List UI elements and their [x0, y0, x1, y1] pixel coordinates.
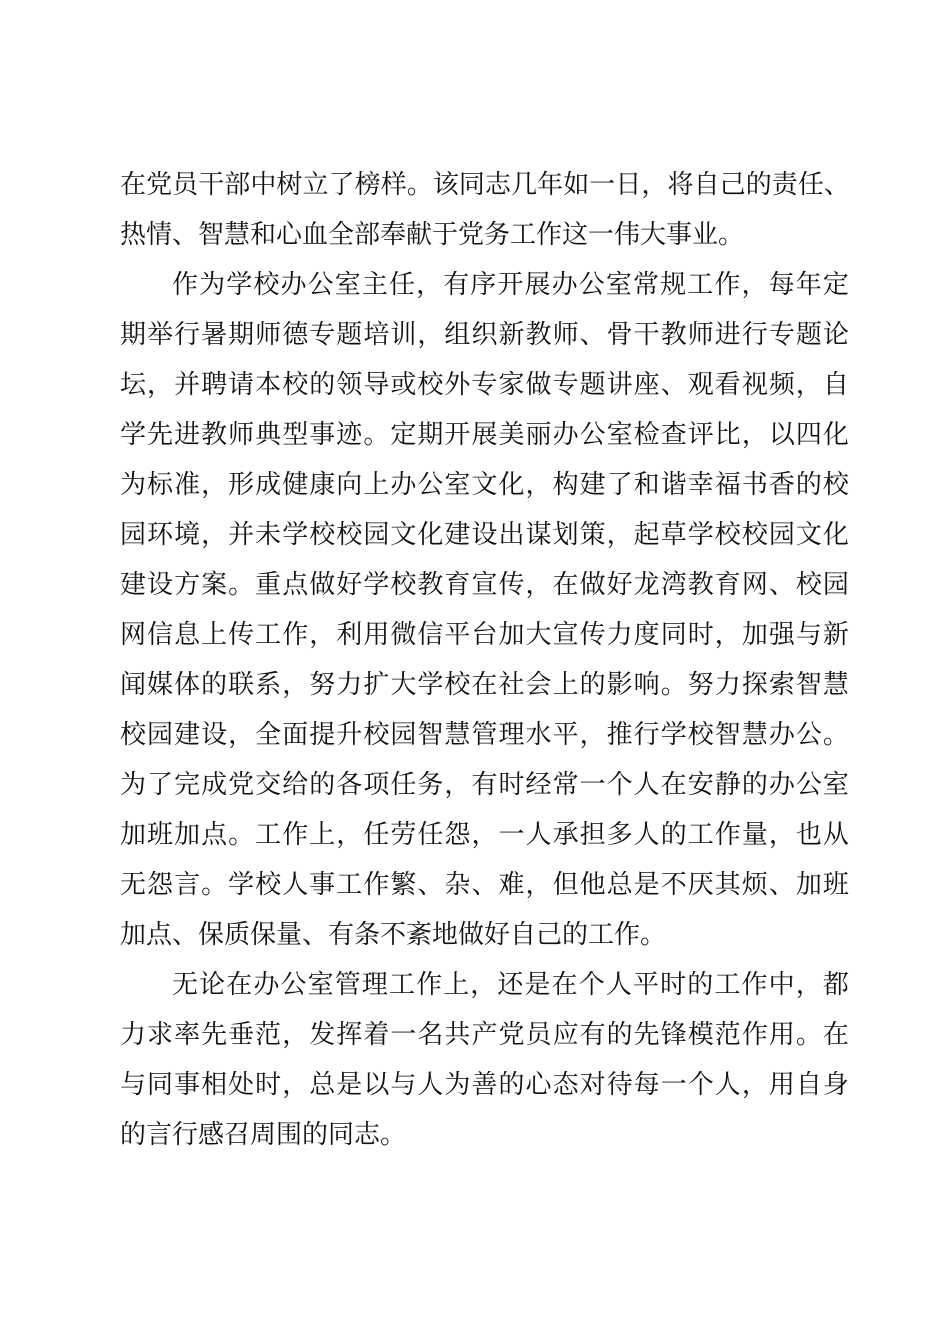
text-line: [120, 610, 850, 660]
line-text: 加点、保质保量、有条不紊地做好自己的工作。: [120, 920, 667, 950]
text-line: [120, 360, 850, 410]
line-text: 作为学校办公室主任，有序开展办公室常规工作，每年定: [172, 270, 850, 300]
line-text: 园环境，并未学校校园文化建设出谋划策，起草学校校园文化: [120, 520, 850, 550]
line-text: 无怨言。学校人事工作繁、杂、难，但他总是不厌其烦、加班: [120, 870, 850, 900]
text-line: [120, 1010, 850, 1060]
line-text: 闻媒体的联系，努力扩大学校在社会上的影响。努力探索智慧: [120, 670, 850, 700]
line-text: 建设方案。重点做好学校教育宣传，在做好龙湾教育网、校园: [120, 570, 850, 600]
text-line: [120, 460, 850, 510]
line-text: 学先进教师典型事迹。定期开展美丽办公室检查评比，以四化: [120, 420, 850, 450]
text-line: [120, 910, 850, 960]
line-text: 坛，并聘请本校的领导或校外专家做专题讲座、观看视频，自: [120, 370, 850, 400]
text-line: [120, 960, 850, 1010]
text-line: [120, 210, 850, 260]
text-line: [120, 510, 850, 560]
text-line: [120, 760, 850, 810]
text-line: [120, 860, 850, 910]
line-text: 无论在办公室管理工作上，还是在个人平时的工作中，都: [172, 970, 850, 1000]
text-line: [120, 710, 850, 760]
line-text: 网信息上传工作，利用微信平台加大宣传力度同时，加强与新: [120, 620, 850, 650]
text-line: [120, 310, 850, 360]
text-line: [120, 1110, 850, 1160]
text-line: [120, 660, 850, 710]
paragraph-2: [120, 260, 850, 960]
line-text: 加班加点。工作上，任劳任怨，一人承担多人的工作量，也从: [120, 820, 850, 850]
line-text: 在党员干部中树立了榜样。该同志几年如一日，将自己的责任、: [120, 170, 850, 200]
text-line: [120, 410, 850, 460]
line-text: 校园建设，全面提升校园智慧管理水平，推行学校智慧办公。: [120, 720, 850, 750]
text-line: [120, 1060, 850, 1110]
text-line: [120, 810, 850, 860]
line-text: 为了完成党交给的各项任务，有时经常一个人在安静的办公室: [120, 770, 850, 800]
document-body: [120, 160, 850, 1160]
line-text: 与同事相处时，总是以与人为善的心态对待每一个人，用自身: [120, 1070, 850, 1100]
text-line: [120, 160, 850, 210]
line-text: 的言行感召周围的同志。: [120, 1120, 407, 1150]
text-line: [120, 560, 850, 610]
paragraph-1: [120, 160, 850, 260]
line-text: 为标准，形成健康向上办公室文化，构建了和谐幸福书香的校: [120, 470, 850, 500]
paragraph-3: [120, 960, 850, 1160]
line-text: 热情、智慧和心血全部奉献于党务工作这一伟大事业。: [120, 220, 745, 250]
text-line: [120, 260, 850, 310]
line-text: 期举行暑期师德专题培训，组织新教师、骨干教师进行专题论: [120, 320, 850, 350]
line-text: 力求率先垂范，发挥着一名共产党员应有的先锋模范作用。在: [120, 1020, 850, 1050]
